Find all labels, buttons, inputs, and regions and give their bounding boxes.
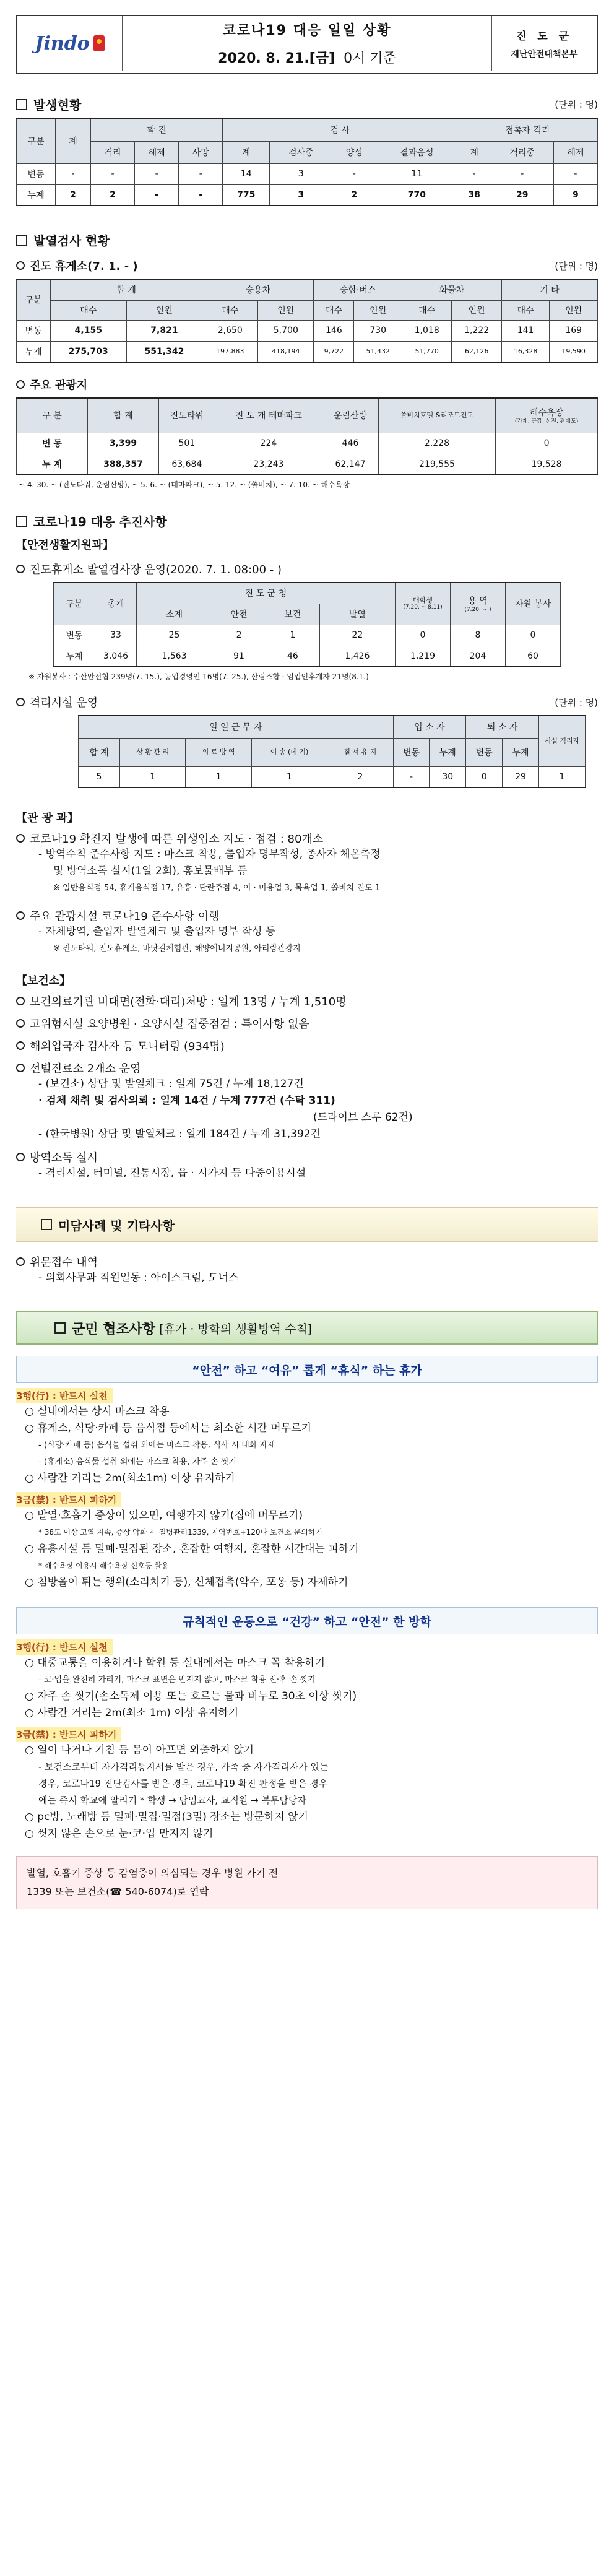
cell: 변동 [17, 163, 56, 184]
cell: 2 [327, 766, 393, 787]
table-row [17, 454, 598, 475]
th-test-total: 계 [223, 141, 270, 163]
cell: - [91, 163, 135, 184]
sub-tourist-sites [16, 376, 598, 392]
cell: 0 [496, 433, 598, 454]
th-isolate: 격리 [91, 141, 135, 163]
jindo-logo [17, 16, 123, 71]
th-total: 총계 [95, 583, 137, 625]
cell: - [393, 766, 430, 787]
cell: 51,770 [402, 341, 451, 362]
th-contact: 접촉자 격리 [457, 119, 598, 141]
th-total: 합 계 [88, 398, 159, 433]
rule-text: ○ 자주 손 씻기(손소독제 이용 또는 흐르는 물과 비누로 30초 이상 씻기) [25, 1690, 357, 1702]
section-title: 미담사례 및 기타사항 [58, 1218, 175, 1233]
cell: 29 [491, 184, 553, 206]
th-beach-sub: (가계, 금갑, 신전, 관매도) [514, 418, 579, 425]
misc-bar [16, 1207, 598, 1242]
cell: 누 계 [17, 454, 88, 475]
sub-title: 주요 관광지 [30, 379, 88, 392]
cell: 141 [501, 320, 550, 341]
unit-label: (단위 : 명) [555, 696, 598, 708]
cell: 변 동 [17, 433, 88, 454]
th-transport: 이 송 (데 기) [251, 738, 327, 766]
th-count: 대수 [202, 300, 258, 320]
health-item-2 [16, 1015, 598, 1031]
cell: 418,194 [258, 341, 314, 362]
checkbox-square-icon [16, 516, 27, 527]
th-count: 대수 [402, 300, 451, 320]
health-item-3 [16, 1038, 598, 1054]
logo-text: Jindo [35, 32, 90, 54]
rule-text: ○ 열이 나거나 기침 등 몸이 아프면 외출하지 않기 [25, 1744, 254, 1756]
circle-bullet-icon [16, 1019, 25, 1028]
th-medical: 의 료 방 역 [186, 738, 251, 766]
misc-item-1 [16, 1254, 598, 1270]
cell: 5 [79, 766, 120, 787]
circle-bullet-icon [16, 380, 25, 389]
th-gubun: 구 분 [17, 398, 88, 433]
org-headquarters: 재난안전대책본부 [511, 49, 578, 59]
th-release: 해제 [135, 141, 179, 163]
cell: 2 [332, 184, 376, 206]
section-title: 발생현황 [33, 98, 82, 113]
cell: - [135, 163, 179, 184]
th-student-sub: (7.20. ~ 8.11) [403, 604, 443, 611]
sub-fever-station [16, 561, 598, 577]
table-row [17, 184, 598, 206]
th-contract-label: 용 역 [468, 596, 488, 607]
th-discharged: 퇴 소 자 [466, 716, 539, 738]
cell: 9 [553, 184, 597, 206]
cell: 2 [91, 184, 135, 206]
dept-health: 【보건소】 [16, 974, 71, 987]
table-row [17, 341, 598, 362]
th-staff: 일 일 근 무 자 [79, 716, 394, 738]
volunteer-note: ※ 자원봉사 : 수산안전협 239명(7. 15.), 농업경영인 16명(7. 25.), 산림조합 · 임업인후계자 21명(8.1.) [28, 672, 369, 681]
th-count: 대수 [51, 300, 127, 320]
th-people: 인원 [452, 300, 501, 320]
cell: 3 [270, 163, 332, 184]
item-text: - (한국병원) 상담 및 발열체크 : 일계 184건 / 누계 31,392건 [38, 1128, 321, 1140]
sub-title: 격리시설 운영 [30, 696, 98, 709]
circle-bullet-icon [16, 1064, 25, 1072]
cell: 5,700 [258, 320, 314, 341]
cell: 770 [376, 184, 457, 206]
circle-bullet-icon [16, 911, 25, 920]
cell: - [56, 163, 91, 184]
cell: 22 [319, 625, 395, 646]
time-text: 0시 기준 [344, 50, 396, 66]
cell: 3,046 [95, 646, 137, 667]
item-text: (드라이브 스루 62건) [313, 1111, 413, 1124]
org-county: 진 도 군 [516, 30, 573, 43]
circle-bullet-icon [16, 565, 25, 573]
cell: 46 [266, 646, 319, 667]
isolation-table [78, 715, 586, 788]
rule-text: ○ 실내에서는 상시 마스크 착용 [25, 1405, 170, 1418]
th-bus: 승합·버스 [314, 279, 402, 300]
cell: 2 [56, 184, 91, 206]
th-volunteer: 자원 봉사 [506, 583, 561, 625]
cell: 62,147 [322, 454, 379, 475]
sub-title: 진도 휴게소(7. 1. - ) [30, 260, 138, 273]
cell: - [457, 163, 491, 184]
cell: 169 [550, 320, 598, 341]
cell: 누계 [54, 646, 95, 667]
th-current: 시설 격리자 [539, 716, 586, 766]
cell: - [135, 184, 179, 206]
cell: 388,357 [88, 454, 159, 475]
th-etc: 기 타 [501, 279, 597, 300]
rule-text: ○ 사람간 거리는 2m(최소 1m) 이상 유지하기 [25, 1707, 239, 1719]
cell: 146 [314, 320, 354, 341]
rule-text: ○ 유흥시설 등 밀폐·밀집된 장소, 혼잡한 여행지, 혼잡한 시간대는 피하기 [25, 1543, 359, 1555]
rest-area-table [16, 279, 598, 363]
th-student [396, 583, 451, 625]
th-beach [496, 398, 598, 433]
th-positive: 양성 [332, 141, 376, 163]
th-county-office: 진 도 군 청 [137, 583, 396, 604]
sub-title: 진도휴게소 발열검사장 운영(2020. 7. 1. 08:00 - ) [30, 563, 282, 576]
cell: 1 [266, 625, 319, 646]
cell: 62,126 [452, 341, 501, 362]
item-text: - 방역수칙 준수사항 지도 : 마스크 착용, 출입자 명부작성, 종사자 체온측정 [38, 848, 381, 861]
rule-text: ○ 사람간 거리는 2m(최소1m) 이상 유지하기 [25, 1472, 235, 1485]
cell: - [553, 163, 597, 184]
th-contract [451, 583, 506, 625]
circle-bullet-icon [16, 1041, 25, 1050]
rule-text: - (식당·카페 등) 음식물 섭취 외에는 마스크 착용, 식사 시 대화 자제 [38, 1441, 275, 1450]
item-note: ※ 진도타워, 진도휴게소, 바닷길체험관, 해양에너지공원, 아리랑관광지 [53, 944, 301, 953]
item-text: 고위험시설 요양병원 · 요양시설 집중점검 : 특이사항 없음 [30, 1018, 309, 1031]
cell: - [179, 184, 223, 206]
cell: 변동 [54, 625, 95, 646]
rule-text: - 코·입을 완전히 가리기, 마스크 표면은 만지지 않고, 마스크 착용 전·후 손 씻기 [38, 1675, 316, 1685]
opening-note: ~ 4. 30. ~ (진도타워, 운림산방), ~ 5. 6. ~ (테마파크), ~ 5. 12. ~ (쏠비치), ~ 7. 10. ~ 해수욕장 [19, 480, 350, 489]
th-jindo-tower: 진도타워 [159, 398, 215, 433]
th-health: 보건 [266, 604, 319, 625]
section-subtitle: [휴가 · 방학의 생활방역 수칙] [159, 1322, 313, 1336]
sub-rest-area [16, 258, 598, 274]
cell: 25 [137, 625, 212, 646]
health-item-4 [16, 1060, 598, 1076]
tourist-table [16, 397, 598, 475]
cell: 3,399 [88, 433, 159, 454]
health-item-1 [16, 993, 598, 1009]
tour-item-2 [16, 908, 598, 924]
th-gubun: 구분 [54, 583, 95, 625]
rule-text: - (휴게소) 음식물 섭취 외에는 마스크 착용, 자주 손 씻기 [38, 1457, 236, 1467]
th-theme-park: 진 도 개 테마파크 [215, 398, 322, 433]
circle-bullet-icon [16, 261, 25, 270]
th-change: 변동 [393, 738, 430, 766]
th-student-label: 대학생 [413, 596, 433, 605]
table-row [79, 766, 586, 787]
report-page [16, 0, 598, 1909]
table-row [17, 320, 598, 341]
th-truck: 화물차 [402, 279, 501, 300]
cell: 730 [354, 320, 402, 341]
cell: 551,342 [126, 341, 202, 362]
item-text: - 의회사무과 직원일동 : 아이스크림, 도너스 [38, 1272, 239, 1284]
item-text: 선별진료소 2개소 운영 [30, 1062, 141, 1075]
circle-bullet-icon [16, 997, 25, 1005]
outbreak-table [16, 118, 598, 206]
circle-bullet-icon [16, 1153, 25, 1161]
contact-footer [16, 1856, 598, 1909]
th-beach-label: 해수욕장 [530, 408, 564, 418]
date-text: 2020. 8. 21.[금] [218, 50, 335, 66]
fever-station-table [53, 582, 561, 667]
cell: 16,328 [501, 341, 550, 362]
cell: 1 [251, 766, 327, 787]
th-safety: 안전 [212, 604, 266, 625]
cell: 19,590 [550, 341, 598, 362]
section-response [16, 512, 598, 530]
th-testing: 검사중 [270, 141, 332, 163]
th-count: 대수 [501, 300, 550, 320]
cell: 219,555 [378, 454, 495, 475]
th-negative: 결과음성 [376, 141, 457, 163]
cell: 51,432 [354, 341, 402, 362]
cell: 1,219 [396, 646, 451, 667]
cell: 0 [506, 625, 561, 646]
rule-text: ○ 침방울이 튀는 행위(소리치기 등), 신체접촉(악수, 포옹 등) 자제하기 [25, 1576, 348, 1589]
th-released: 해제 [553, 141, 597, 163]
th-order: 질 서 유 지 [327, 738, 393, 766]
dept-tourism: 【관 광 과】 [16, 812, 79, 825]
cell: - [332, 163, 376, 184]
cell: 275,703 [51, 341, 127, 362]
checkbox-square-icon [16, 99, 27, 110]
cell: 1,018 [402, 320, 451, 341]
item-text: 방역소독 실시 [30, 1151, 98, 1164]
logo-mark-icon [93, 35, 105, 51]
rule-text: ○ 발열·호흡기 증상이 있으면, 여행가지 않기(집에 머무르기) [25, 1509, 303, 1522]
cell: 0 [466, 766, 503, 787]
th-change: 변동 [466, 738, 503, 766]
cell: 38 [457, 184, 491, 206]
th-people: 인원 [258, 300, 314, 320]
cell: 누계 [17, 184, 56, 206]
item-text: - (보건소) 상담 및 발열체크 : 일계 75건 / 누계 18,127건 [38, 1078, 304, 1090]
th-contract-sub: (7.20. ~ ) [464, 607, 491, 614]
footer-line: 발열, 호흡기 증상 등 감염증이 의심되는 경우 병원 가기 전 [27, 1867, 279, 1879]
cell: 204 [451, 646, 506, 667]
section-title: 코로나19 대응 추진사항 [33, 514, 167, 529]
cell: - [491, 163, 553, 184]
label-must-do: 3행(行) : 반드시 실천 [16, 1388, 113, 1403]
th-death: 사망 [179, 141, 223, 163]
item-text: 해외입국자 검사자 등 모니터링 (934명) [30, 1040, 225, 1053]
checkbox-square-icon [41, 1219, 52, 1230]
label-must-do: 3행(行) : 반드시 실천 [16, 1639, 113, 1655]
section-title: 발열검사 현황 [33, 233, 110, 248]
cell: 4,155 [51, 320, 127, 341]
unit-label: (단위 : 명) [555, 99, 598, 110]
th-isolating: 격리중 [491, 141, 553, 163]
th-admitted: 입 소 자 [393, 716, 466, 738]
item-text: - 격리시설, 터미널, 전통시장, 읍 · 시가지 등 다중이용시설 [38, 1167, 306, 1179]
cell: 11 [376, 163, 457, 184]
cell: 2,228 [378, 433, 495, 454]
report-header [16, 15, 598, 74]
label-must-avoid: 3금(禁) : 반드시 피하기 [16, 1492, 121, 1507]
rule-text: ○ 휴게소, 식당·카페 등 음식점 등에서는 최소한 시간 머무르기 [25, 1422, 311, 1434]
cell: 30 [430, 766, 466, 787]
school-banner: 규칙적인 운동으로 “건강” 하고 “안전” 한 방학 [16, 1607, 598, 1634]
cell: 2 [212, 625, 266, 646]
th-unrim: 운림산방 [322, 398, 379, 433]
rule-text: 경우, 코로나19 진단검사를 받은 경우, 코로나19 확진 판정을 받은 경우 [38, 1778, 328, 1789]
th-people: 인원 [126, 300, 202, 320]
cell: 63,684 [159, 454, 215, 475]
item-text: 위문접수 내역 [30, 1256, 98, 1269]
section-title: 군민 협조사항 [72, 1321, 156, 1337]
cell: 29 [503, 766, 539, 787]
th-people: 인원 [354, 300, 402, 320]
cell: 60 [506, 646, 561, 667]
th-count: 대수 [314, 300, 354, 320]
cell: 1,426 [319, 646, 395, 667]
cell: 1,222 [452, 320, 501, 341]
cell: 8 [451, 625, 506, 646]
cell: 197,883 [202, 341, 258, 362]
tour-item-1 [16, 830, 598, 846]
health-item-5 [16, 1149, 598, 1165]
cell: 775 [223, 184, 270, 206]
dept-safety: 【안전생활지원과】 [16, 539, 114, 552]
table-row [54, 646, 561, 667]
footer-line: 1339 또는 보건소(☎ 540-6074)로 연락 [27, 1886, 209, 1897]
cell: 33 [95, 625, 137, 646]
unit-label: (단위 : 명) [555, 260, 598, 272]
label-must-avoid: 3금(禁) : 반드시 피하기 [16, 1727, 121, 1742]
rule-text: ○ 대중교통을 이용하거나 학원 등 실내에서는 마스크 꼭 착용하기 [25, 1657, 326, 1669]
item-text: · 검체 채취 및 검사의뢰 : 일계 14건 / 누계 777건 (수탁 311) [38, 1095, 335, 1107]
vacation-banner: “안전” 하고 “여유” 롭게 “휴식” 하는 휴가 [16, 1356, 598, 1383]
th-sol-beach: 쏠비치호텔 &리조트진도 [378, 398, 495, 433]
cell: 1 [119, 766, 185, 787]
table-row [54, 625, 561, 646]
rule-text: 에는 즉시 학교에 알리기 * 학생 → 담임교사, 교직원 → 복무담당자 [38, 1795, 306, 1806]
th-sum: 합 계 [79, 738, 120, 766]
rule-text: - 보건소로부터 자가격리통지서를 받은 경우, 가족 중 자가격리자가 있는 [38, 1761, 329, 1772]
th-cumulative: 누계 [503, 738, 539, 766]
report-date [123, 43, 491, 71]
report-title: 코로나19 대응 일일 상황 [123, 16, 491, 43]
th-gubun: 구분 [17, 119, 56, 163]
th-cumulative: 누계 [430, 738, 466, 766]
item-note: ※ 일반음식점 54, 휴게음식점 17, 유흥 · 단란주점 4, 이 · 미용업 3, 목욕업 1, 쏠비치 진도 1 [53, 883, 380, 893]
rule-note: * 해수욕장 이용시 해수욕장 신호등 활용 [38, 1561, 169, 1570]
th-total: 계 [56, 119, 91, 163]
cell: 1 [539, 766, 586, 787]
header-org [491, 16, 597, 71]
cell: 2,650 [202, 320, 258, 341]
cell: 3 [270, 184, 332, 206]
cell: 14 [223, 163, 270, 184]
circle-bullet-icon [16, 834, 25, 843]
item-text: 주요 관광시설 코로나19 준수사항 이행 [30, 910, 220, 923]
th-subtotal: 소계 [137, 604, 212, 625]
checkbox-square-icon [54, 1322, 66, 1334]
item-text: - 자체방역, 출입자 발열체크 및 출입자 명부 작성 등 [38, 926, 276, 938]
cell: 446 [322, 433, 379, 454]
th-contact-total: 계 [457, 141, 491, 163]
table-row [17, 433, 598, 454]
rule-note: * 38도 이상 고열 지속, 증상 악화 시 질병관리1339, 지역번호+120나 보건소 문의하기 [38, 1528, 322, 1537]
th-total: 합 계 [51, 279, 202, 300]
table-row [17, 163, 598, 184]
circle-bullet-icon [16, 1257, 25, 1266]
rule-text: ○ pc방, 노래방 등 밀폐·밀집·밀접(3밀) 장소는 방문하지 않기 [25, 1811, 308, 1823]
cell: 누계 [17, 341, 51, 362]
th-car: 승용차 [202, 279, 314, 300]
cell: 1 [186, 766, 251, 787]
cell: 변동 [17, 320, 51, 341]
rules-bar [16, 1311, 598, 1345]
cell: 91 [212, 646, 266, 667]
th-situation: 상 황 관 리 [119, 738, 185, 766]
th-people: 인원 [550, 300, 598, 320]
th-fever: 발열 [319, 604, 395, 625]
sub-isolation [16, 694, 598, 710]
section-outbreak [16, 95, 598, 113]
cell: 19,528 [496, 454, 598, 475]
cell: 7,821 [126, 320, 202, 341]
section-fever-check [16, 231, 598, 249]
cell: 501 [159, 433, 215, 454]
rule-text: ○ 씻지 않은 손으로 눈·코·입 만지지 않기 [25, 1828, 214, 1840]
circle-bullet-icon [16, 698, 25, 706]
item-text: 코로나19 확진자 발생에 따른 위생업소 지도 · 점검 : 80개소 [30, 833, 324, 846]
cell: 23,243 [215, 454, 322, 475]
cell: - [179, 163, 223, 184]
cell: 9,722 [314, 341, 354, 362]
th-gubun: 구분 [17, 279, 51, 320]
item-text: 및 방역소독 실시(1일 2회), 홍보물배부 등 [53, 865, 248, 877]
cell: 224 [215, 433, 322, 454]
cell: 0 [396, 625, 451, 646]
cell: 1,563 [137, 646, 212, 667]
th-test: 검 사 [223, 119, 457, 141]
item-text: 보건의료기관 비대면(전화·대리)처방 : 일계 13명 / 누계 1,510명 [30, 995, 347, 1008]
checkbox-square-icon [16, 235, 27, 246]
th-confirm: 확 진 [91, 119, 223, 141]
